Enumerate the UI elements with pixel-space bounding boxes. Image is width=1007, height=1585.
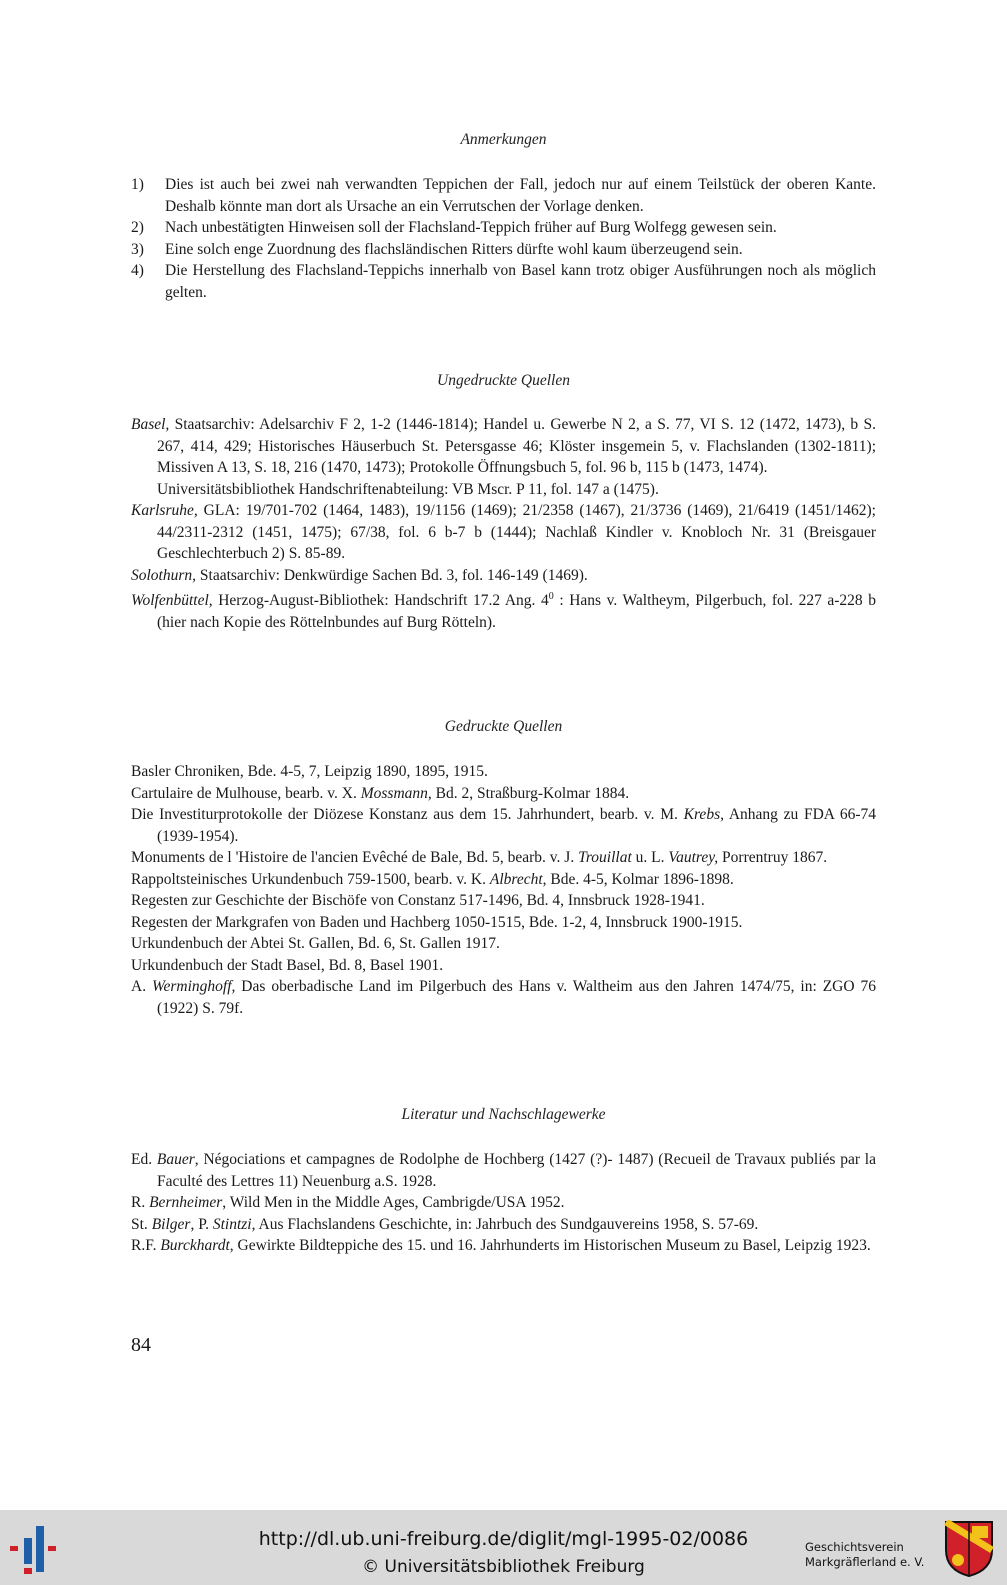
entry-text: St. [131, 1215, 152, 1233]
entry-author: Mossmann, [360, 784, 432, 802]
note-item [131, 260, 876, 303]
source-text: GLA: 19/701-702 (1464, 1483), 19/1156 (1469); 21/2358 (1467), 21/3736 (1469), 21/6419 (1451/1462); 44/2311-2312 (1451, 1475); 67/38, fol. 6 b-7 b (1444); Nachlaß Kindler v. Knobloch Nr. 31 (Breisgauer Geschlechterbuch 2) S. 85-89. [157, 502, 876, 562]
entry-text: Rappoltsteinisches Urkundenbuch 759-1500, bearb. v. K. [131, 870, 490, 888]
unprinted-sources-list [131, 414, 876, 633]
literature-entry [131, 1214, 876, 1236]
note-text: Die Herstellung des Flachsland-Teppichs innerhalb von Basel kann trotz obiger Ausführungen noch als möglich gelten. [165, 262, 876, 301]
entry-text: Bd. 2, Straßburg-Kolmar 1884. [431, 784, 630, 802]
entry-text: , Négociations et campagnes de Rodolphe de Hochberg (1427 (?)- 1487) (Recueil de Travaux publiés par la Faculté des Lettres 11) Neuenburg a.S. 1928. [157, 1151, 876, 1190]
note-text: Nach unbestätigten Hinweisen soll der Flachsland-Teppich früher auf Burg Wolfegg gewesen sein. [165, 219, 777, 236]
entry-author: Burckhardt [160, 1237, 230, 1254]
source-entry-solothurn [131, 565, 876, 587]
society-line: Markgräflerland e. V. [805, 1555, 925, 1569]
source-place: Basel, [131, 416, 170, 433]
note-number: 1) [131, 176, 144, 193]
note-text: Eine solch enge Zuordnung des flachsländischen Ritters dürfte wohl kaum überzeugend sein. [165, 240, 743, 258]
note-number: 2) [131, 219, 144, 236]
source-entry-basel [131, 414, 876, 479]
printed-sources-list [131, 761, 876, 1019]
superscript: 0 [548, 591, 554, 602]
entry-text: Cartulaire de Mulhouse, bearb. v. X. [131, 784, 361, 802]
source-place: Solothurn, [131, 566, 197, 584]
source-text: : Hans v. Waltheym, Pilgerbuch, fol. 227 a-228 b (hier nach Kopie des Röttelnbundes auf Burg Rötteln). [157, 592, 876, 631]
entry-author: Bauer [156, 1151, 195, 1168]
printed-sources-heading: Gedruckte Quellen [444, 718, 563, 735]
printed-entry: Regesten der Markgrafen von Baden und Hachberg 1050-1515, Bde. 1-2, 4, Innsbruck 1900-1915. [131, 913, 743, 931]
literature-entry [131, 1192, 876, 1214]
entry-text: Monuments de l 'Histoire de l'ancien Evêché de Bale, Bd. 5, bearb. v. J. [131, 849, 579, 866]
source-text: Staatsarchiv: Adelsarchiv F 2, 1-2 (1446-1814); Handel u. Gewerbe N 2, a S. 77, VI S. 12 (1472, 1473), b S. 267, 414, 429; Historisches Häuserbuch St. Petersgasse 46; Klöster insgemein 5, v. Flachslanden (1302-1811); Missiven A 13, S. 18, 216 (1470, 1473); Protokolle Öffnungsbuch 5, fol. 96 b, 115 b (1473, 1474). [157, 416, 876, 476]
entry-text: Die Investiturprotokolle der Diözese Konstanz aus dem 15. Jahrhundert, bearb. v. M. [131, 806, 684, 823]
entry-text: , P. [190, 1215, 213, 1233]
entry-author: Vautrey, [668, 849, 719, 866]
entry-text: Das oberbadische Land im Pilgerbuch des Hans v. Waltheim aus den Jahren 1474/75, in: ZGO 76 (1922) S. 79f. [157, 978, 876, 1017]
source-place: Wolfenbüttel, [131, 592, 213, 610]
source-text: Herzog-August-Bibliothek: Handschrift 17.2 Ang. 4 [212, 592, 549, 610]
society-line: Geschichtsverein [805, 1540, 904, 1554]
printed-entry [131, 869, 876, 891]
notes-list [131, 174, 876, 303]
footer-bar [0, 1510, 1007, 1585]
unprinted-sources-heading: Ungedruckte Quellen [437, 372, 570, 389]
source-place: Karlsruhe, [131, 502, 198, 519]
entry-text: , Wild Men in the Middle Ages, Cambrigde/USA 1952. [222, 1194, 565, 1211]
literature-heading: Literatur und Nachschlagewerke [401, 1106, 606, 1123]
note-item [131, 217, 876, 239]
copyright-text: © Universitätsbibliothek Freiburg [362, 1557, 645, 1577]
society-name [805, 1540, 924, 1570]
printed-entry [131, 976, 876, 1019]
entry-author: Werminghoff, [152, 978, 236, 995]
literature-entry [131, 1149, 876, 1192]
printed-entry [131, 804, 876, 847]
source-entry-wolfenbuettel [131, 586, 876, 633]
entry-text: Anhang zu FDA 66-74 (1939-1954). [157, 806, 876, 845]
entry-text: Ed. [131, 1151, 157, 1168]
source-entry-karlsruhe [131, 500, 876, 565]
entry-text: R. [131, 1194, 150, 1211]
entry-author: Stintzi [212, 1215, 252, 1233]
entry-text: R.F. [131, 1237, 161, 1254]
entry-text: , Bde. 4-5, Kolmar 1896-1898. [542, 870, 734, 888]
entry-text: u. L. [631, 849, 669, 866]
entry-author: Albrecht [489, 870, 543, 888]
source-text: Staatsarchiv: Denkwürdige Sachen Bd. 3, fol. 146-149 (1469). [196, 566, 588, 584]
notes-heading: Anmerkungen [460, 131, 547, 148]
printed-entry [131, 847, 876, 869]
source-url-link[interactable]: http://dl.ub.uni-freiburg.de/diglit/mgl-1995-02/0086 [258, 1528, 749, 1550]
printed-entry: Urkundenbuch der Abtei St. Gallen, Bd. 6, St. Gallen 1917. [131, 935, 500, 952]
note-number: 4) [131, 262, 144, 279]
entry-author: Bernheimer [149, 1194, 223, 1211]
note-text: Dies ist auch bei zwei nah verwandten Teppichen der Fall, jedoch nur auf einem Teilstück der oberen Kante. Deshalb könnte man dort als Ursache an ein Verrutschen der Vorlage denken. [165, 176, 876, 215]
entry-text: , Gewirkte Bildteppiche des 15. und 16. Jahrhunderts im Historischen Museum zu Basel, Leipzig 1923. [229, 1237, 871, 1254]
source-subentry: Universitätsbibliothek Handschriftenabteilung: VB Mscr. P 11, fol. 147 a (1475). [157, 480, 659, 498]
note-item [131, 174, 876, 217]
entry-text: Porrentruy 1867. [718, 849, 828, 866]
coat-of-arms-icon [944, 1520, 994, 1578]
literature-entry [131, 1235, 876, 1257]
entry-text: , Aus Flachslandens Geschichte, in: Jahrbuch des Sundgauvereins 1958, S. 57-69. [251, 1215, 759, 1233]
printed-entry [131, 783, 876, 805]
printed-entry: Urkundenbuch der Stadt Basel, Bd. 8, Basel 1901. [131, 956, 444, 974]
note-number: 3) [131, 240, 144, 258]
literature-list [131, 1149, 876, 1257]
entry-author: Krebs, [683, 806, 724, 823]
printed-entry: Regesten zur Geschichte der Bischöfe von Constanz 517-1496, Bd. 4, Innsbruck 1928-1941. [131, 892, 705, 909]
note-item [131, 239, 876, 261]
entry-author: Bilger [151, 1215, 191, 1233]
entry-author: Trouillat [578, 849, 632, 866]
entry-text: A. [131, 978, 152, 995]
page-number: 84 [131, 1334, 151, 1356]
printed-entry: Basler Chroniken, Bde. 4-5, 7, Leipzig 1890, 1895, 1915. [131, 763, 488, 780]
